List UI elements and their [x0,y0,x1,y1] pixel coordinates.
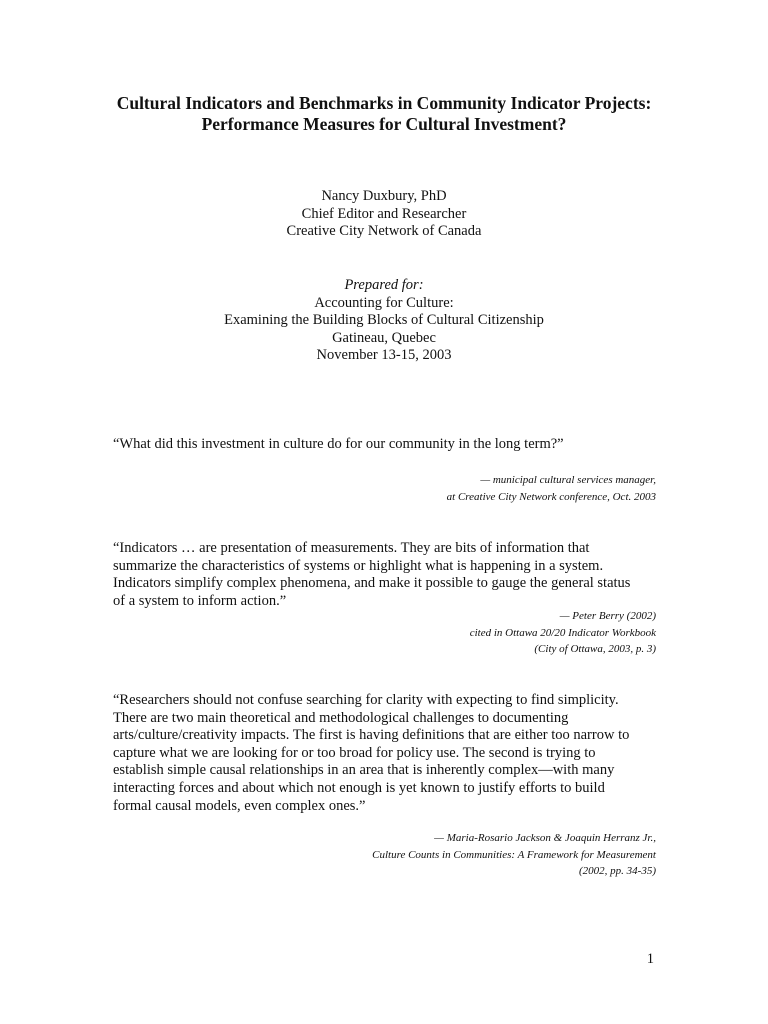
attribution-line: Culture Counts in Communities: A Framework for Measurement [372,848,656,861]
attribution-line: at Creative City Network conference, Oct. 2003 [446,490,656,503]
prepared-for-block [60,277,708,365]
quote-line: “Indicators … are presentation of measurements. They are bits of information that [113,540,590,556]
prepared-for-label: Prepared for: [344,277,424,293]
epigraph-quote-2 [113,540,658,610]
quote-line: of a system to inform action.” [113,592,287,609]
epigraph-attribution-2 [111,608,656,658]
attribution-line: — Maria-Rosario Jackson & Joaquin Herranz Jr., [434,832,656,844]
quote-line: establish simple causal relationships in an area that is inherently complex—with many [113,762,615,779]
quote-line: formal causal models, even complex ones.” [113,797,366,814]
epigraph-quote-3 [113,692,658,815]
author-role: Chief Editor and Researcher [301,205,467,222]
quote-line: arts/culture/creativity impacts. The first is having definitions that are either too narrow to [113,727,630,744]
title-line-2: Performance Measures for Cultural Investment? [201,114,567,134]
quote-line: Indicators simplify complex phenomena, and make it possible to gauge the general status [113,575,631,592]
quote-line: There are two main theoretical and methodological challenges to documenting [113,709,569,726]
event-location: Gatineau, Quebec [332,329,436,346]
attribution-line: (2002, pp. 34-35) [579,865,656,877]
quote-line: capture what we are looking for or too broad for policy use. The second is trying to [113,744,596,761]
epigraph-quote-1 [113,436,658,454]
quote-line: “Researchers should not confuse searching for clarity with expecting to find simplicity. [113,692,619,708]
attribution-line: — municipal cultural services manager, [480,474,656,486]
quote-line: summarize the characteristics of systems or highlight what is happening in a system. [113,557,604,574]
author-organization: Creative City Network of Canada [286,223,482,240]
quote-line: “What did this investment in culture do for our community in the long term?” [113,436,564,452]
event-title-line-2: Examining the Building Blocks of Cultural Citizenship [224,312,544,329]
event-date: November 13-15, 2003 [316,347,452,364]
epigraph-attribution-3 [111,830,656,880]
attribution-line: (City of Ottawa, 2003, p. 3) [534,643,656,655]
attribution-line: — Peter Berry (2002) [559,610,656,622]
title-line-1: Cultural Indicators and Benchmarks in Community Indicator Projects: [116,93,652,113]
author-name: Nancy Duxbury, PhD [321,188,447,204]
epigraph-attribution-1 [111,472,656,505]
page-number: 1 [646,951,654,967]
event-title-line-1: Accounting for Culture: [314,294,454,311]
author-block [60,188,708,241]
quote-line: interacting forces and about which not enough is yet known to justify efforts to build [113,779,605,796]
attribution-line: cited in Ottawa 20/20 Indicator Workbook [469,626,656,639]
document-title [60,93,708,135]
